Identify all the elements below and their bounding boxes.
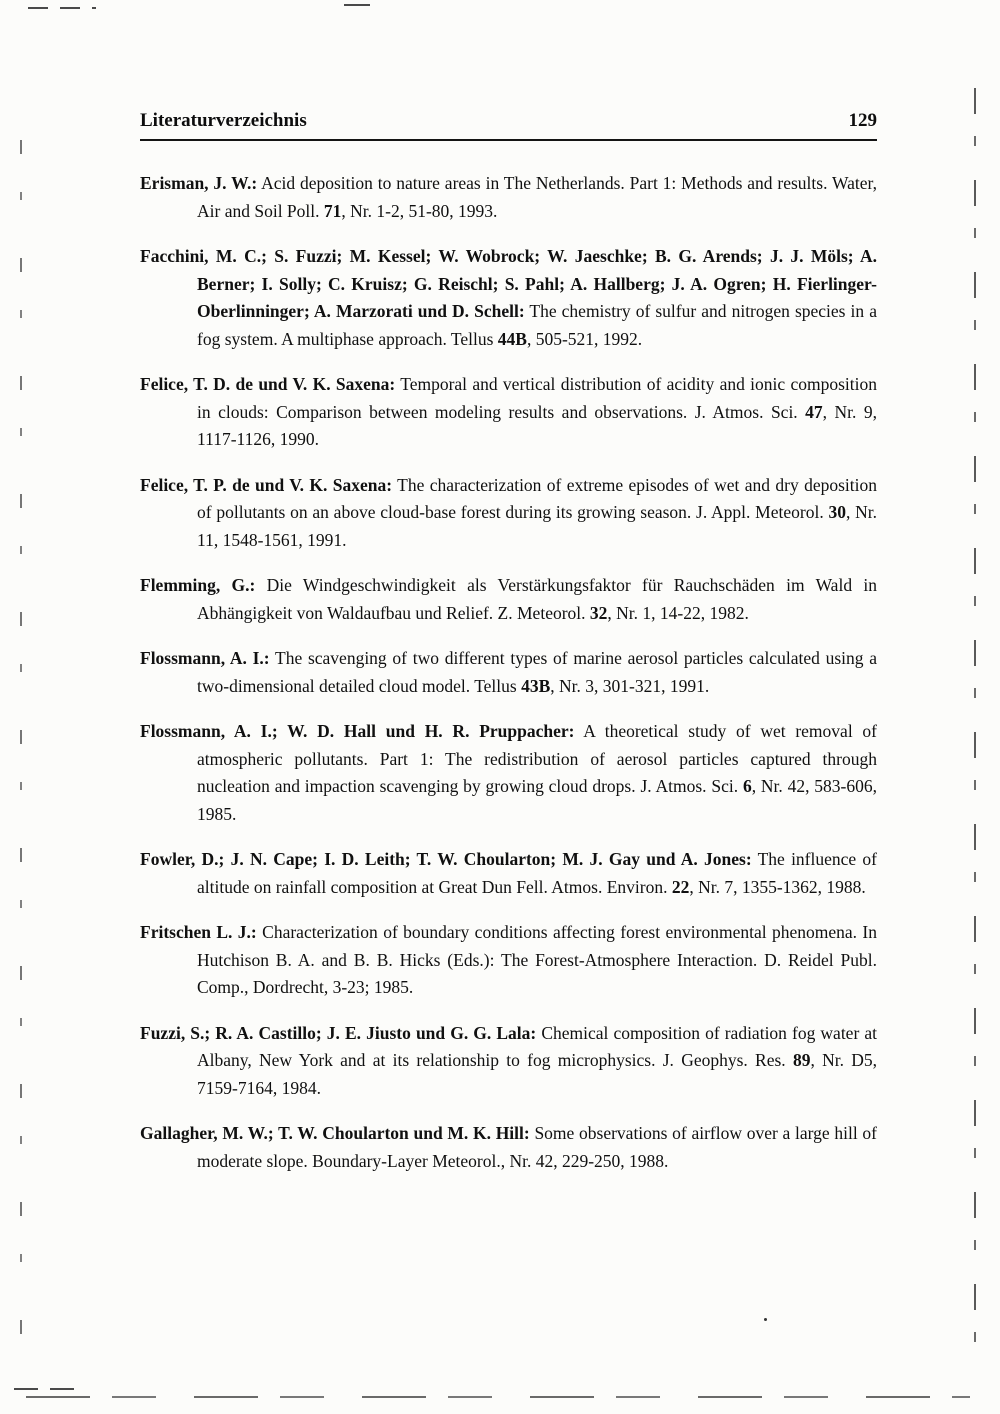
- reference-entry: [140, 919, 877, 1002]
- reference-text: , Nr. 7, 1355-1362, 1988.: [689, 876, 866, 897]
- reference-list: [140, 170, 877, 1193]
- reference-entry: [140, 170, 877, 225]
- reference-authors: Flossmann, A. I.; W. D. Hall und H. R. Pruppacher:: [140, 721, 575, 741]
- reference-text: , 505-521, 1992.: [526, 328, 643, 349]
- reference-entry: [140, 718, 877, 828]
- reference-entry: [140, 371, 877, 454]
- reference-authors: Fowler, D.; J. N. Cape; I. D. Leith; T. W. Choularton; M. J. Gay und A. Jones:: [140, 849, 752, 869]
- reference-volume: 22: [671, 876, 690, 897]
- reference-authors: Fritschen L. J.:: [140, 922, 257, 942]
- reference-volume: 30: [828, 502, 846, 522]
- reference-authors: Felice, T. D. de und V. K. Saxena:: [140, 374, 396, 394]
- reference-authors: Fuzzi, S.; R. A. Castillo; J. E. Jiusto und G. G. Lala:: [140, 1022, 537, 1043]
- reference-entry: [140, 846, 877, 901]
- reference-volume: 43B: [521, 675, 551, 696]
- reference-entry: [140, 472, 877, 555]
- reference-text: , Nr. 11, 1548-1561, 1991.: [197, 502, 877, 550]
- reference-text: , Nr. 3, 301-321, 1991.: [550, 675, 710, 696]
- reference-text: The influence of altitude on rainfall composition at Great Dun Fell. Atmos. Environ.: [197, 849, 878, 897]
- page-number: 129: [848, 110, 877, 131]
- reference-authors: Flossmann, A. I.:: [140, 648, 270, 668]
- section-title: Literaturverzeichnis: [140, 110, 307, 131]
- page-header: [140, 110, 877, 141]
- reference-entry: [140, 1120, 877, 1175]
- reference-authors: Flemming, G.:: [140, 575, 256, 595]
- reference-text: Acid deposition to nature areas in The Netherlands. Part 1: Methods and results. Water, Air and Soil Poll.: [197, 173, 878, 221]
- reference-text: , Nr. 1-2, 51-80, 1993.: [341, 200, 498, 221]
- scan-artifact-right-edge: [974, 88, 976, 1358]
- scan-artifact-left-edge: [20, 140, 22, 1350]
- scan-artifact-bottom-edge: [26, 1396, 970, 1398]
- reference-entry: [140, 645, 877, 700]
- reference-entry: [140, 572, 877, 627]
- reference-text: Some observations of airflow over a large hill of moderate slope. Boundary-Layer Meteorol., Nr. 42, 229-250, 1988.: [197, 1123, 877, 1171]
- reference-text: Die Windgeschwindigkeit als Verstärkungsfaktor für Rauchschäden im Wald in Abhängigkeit von Waldaufbau und Relief. Z. Meteorol.: [197, 575, 877, 623]
- reference-authors: Felice, T. P. de und V. K. Saxena:: [140, 474, 393, 495]
- reference-entry: [140, 243, 877, 353]
- reference-authors: Facchini, M. C.; S. Fuzzi; M. Kessel; W. Wobrock; W. Jaeschke; B. G. Arends; J. J. Möls; A. Berner; I. Solly; C. Kruisz; G. Reischl; S. Pahl; A. Hallberg; J. A. Ogren; H. Fierlinger-Oberlinninger; A. Marzorati und D. Schell:: [140, 246, 877, 321]
- reference-entry: [140, 1020, 877, 1103]
- reference-text: The scavenging of two different types of marine aerosol particles calculated using a two-dimensional detailed cloud model. Tellus: [197, 648, 877, 696]
- reference-volume: 71: [323, 200, 342, 221]
- reference-text: , Nr. D5, 7159-7164, 1984.: [197, 1050, 878, 1098]
- reference-text: , Nr. 42, 583-606, 1985.: [197, 776, 877, 824]
- reference-text: A theoretical study of wet removal of atmospheric pollutants. Part 1: The redistribution of aerosol particles captured through nucleation and impaction scavenging by growing cloud drops. J. Atmos. Sci.: [197, 721, 878, 796]
- reference-text: Chemical composition of radiation fog water at Albany, New York and at its relationship to fog microphysics. J. Geophys. Res.: [197, 1022, 877, 1070]
- reference-text: The characterization of extreme episodes of wet and dry deposition of pollutants on an above cloud-base forest during its growing season. J. Appl. Meteorol.: [197, 474, 877, 522]
- reference-volume: 6: [742, 776, 752, 796]
- scan-artifact-top-left: [28, 7, 96, 9]
- scan-artifact-top-middle: [344, 4, 370, 6]
- reference-text: Characterization of boundary conditions affecting forest environmental phenomena. In Hutchison B. A. and B. B. Hicks (Eds.): The Forest-Atmosphere Interaction. D. Reidel Publ. Comp., Dordrecht, 3-23; 1985.: [197, 922, 877, 997]
- reference-volume: 47: [805, 401, 823, 422]
- reference-volume: 89: [792, 1050, 811, 1070]
- scan-artifact-bottom-left: [14, 1388, 84, 1390]
- reference-volume: 44B: [497, 328, 527, 349]
- reference-text: , Nr. 9, 1117-1126, 1990.: [197, 401, 878, 449]
- reference-text: The chemistry of sulfur and nitrogen species in a fog system. A multiphase approach. Tellus: [197, 301, 877, 349]
- reference-authors: Erisman, J. W.:: [140, 173, 258, 193]
- reference-volume: 32: [589, 602, 608, 623]
- scan-speck: [764, 1318, 767, 1321]
- reference-text: Temporal and vertical distribution of acidity and ionic composition in clouds: Comparison between modeling results and observations. J. Atmos. Sci.: [197, 374, 877, 422]
- reference-authors: Gallagher, M. W.; T. W. Choularton und M. K. Hill:: [140, 1123, 530, 1143]
- reference-text: , Nr. 1, 14-22, 1982.: [607, 602, 749, 623]
